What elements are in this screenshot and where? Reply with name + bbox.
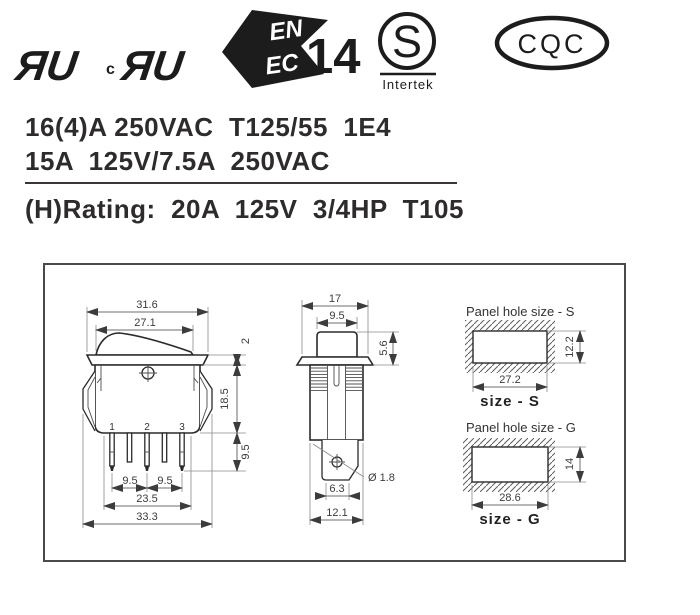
ul-recognized-icon [12,42,82,89]
front-view-part [83,333,212,471]
intertek-label: Intertek [382,77,434,92]
intertek-s-glyph: S [391,16,423,67]
side-view [297,293,399,525]
dim-pin-pitch-left: 9.5 [122,475,138,487]
cul-mark-glyph: ЯU [118,42,187,89]
dim-cap-height: 5.6 [378,340,390,356]
side-body [310,365,363,440]
enec-text-bottom: EC [263,48,301,81]
panel-hole-g [463,420,586,528]
side-flange [297,357,373,365]
cqc-icon [497,18,607,68]
terminal-1-label: 1 [109,422,115,433]
dim-panel-s-height: 12.2 [564,336,576,358]
dim-overall-width: 33.3 [136,511,158,523]
front-flange [87,355,208,365]
dim-pin-span: 23.5 [136,493,158,505]
ratings-divider [25,182,457,184]
front-view [83,299,252,528]
dim-pin-length: 9.5 [240,444,252,460]
rocker-cap [317,332,357,357]
terminal-3-label: 3 [179,422,185,433]
panel-s-hole [473,331,547,363]
cul-recognized-icon [106,42,188,89]
enec-text-top: EN [267,14,305,47]
rating-line-2: 15A 125V/7.5A 250VAC [25,146,330,176]
c-prefix: c [106,61,115,78]
cqc-label: CQC [517,29,587,59]
terminal-2-label: 2 [144,422,150,433]
panel-hole-s [465,304,586,410]
drawing-canvas [45,265,624,560]
rating-line-1: 16(4)A 250VAC T125/55 1E4 [25,112,392,142]
rocker-actuator [96,333,193,355]
ul-mark-glyph: ЯU [12,42,81,89]
dim-side-rocker-width: 9.5 [329,310,345,322]
panel-g-label: size - G [479,511,541,528]
panel-s-label: size - S [480,393,540,410]
dim-hole-diameter: Ø 1.8 [368,472,395,484]
terminal-pins [110,433,184,471]
dim-panel-s-width: 27.2 [499,374,521,386]
panel-g-hole [472,447,548,482]
dim-rocker-width: 27.1 [134,317,156,329]
enec-icon [222,10,361,88]
dim-body-height: 18.5 [219,388,231,410]
dim-panel-g-height: 14 [564,457,576,471]
drawing-box [43,263,626,562]
certification-logo-row [0,0,700,100]
dim-flange-width: 31.6 [136,299,158,311]
dim-pin-pitch-right: 9.5 [157,475,173,487]
dim-panel-g-width: 28.6 [499,492,521,504]
dim-hole-offset: 6.3 [329,483,345,495]
panel-s-title: Panel hole size - S [466,304,575,319]
dim-side-body-width: 12.1 [326,507,348,519]
rating-line-3: (H)Rating: 20A 125V 3/4HP T105 [25,194,464,224]
dim-bezel-thickness: 2 [240,337,252,345]
intertek-s-icon [380,14,436,92]
enec-number: 14 [306,30,361,84]
panel-g-title: Panel hole size - G [466,420,576,435]
dim-side-flange-width: 17 [328,293,342,305]
